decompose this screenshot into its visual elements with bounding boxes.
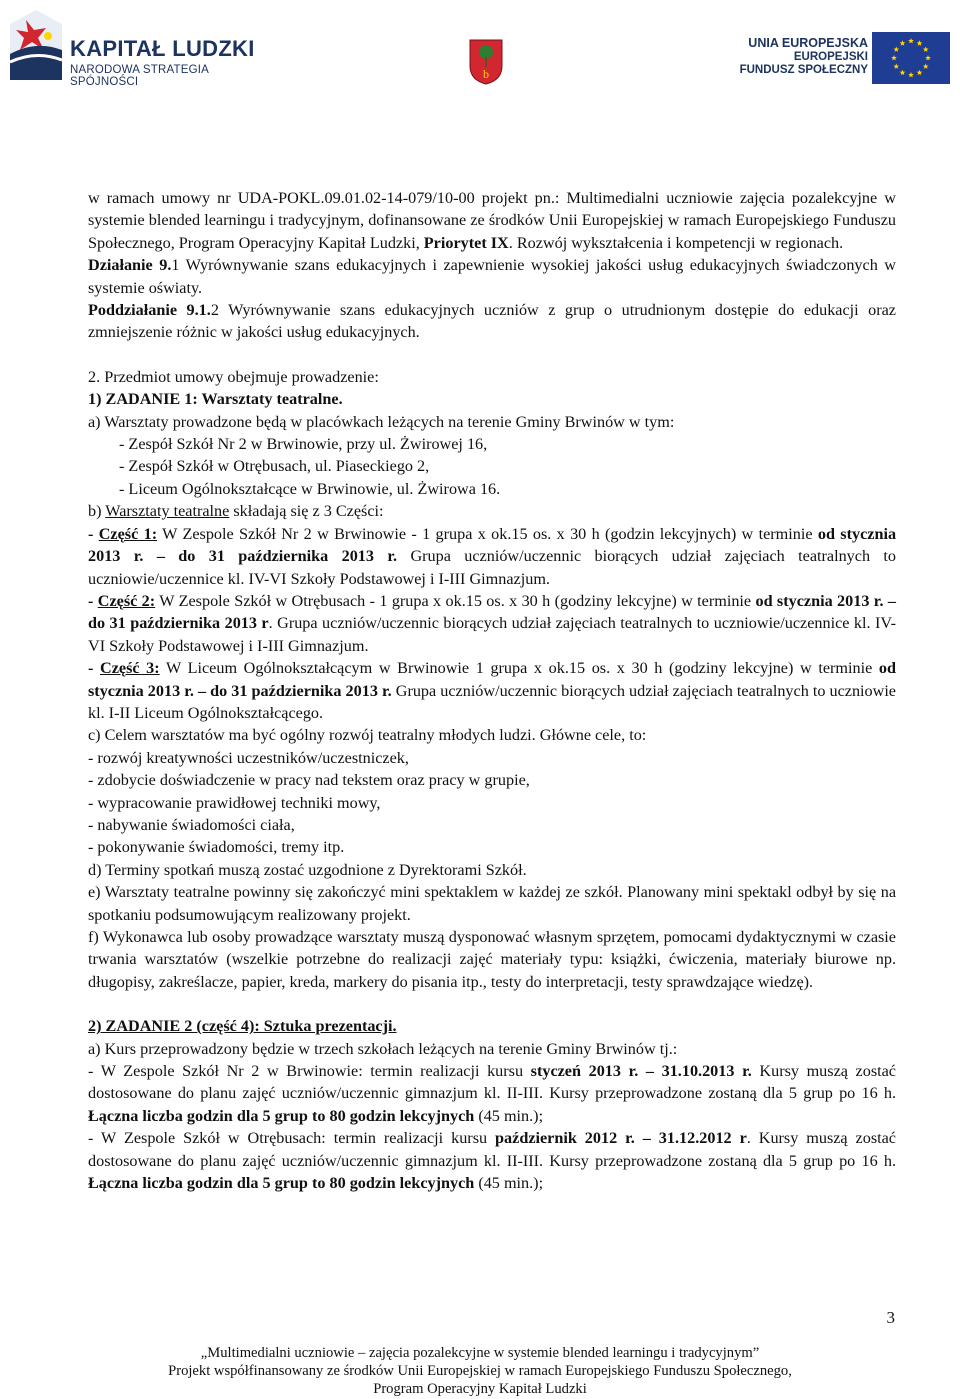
page-number: 3 <box>886 1308 895 1327</box>
point-b-underlined: Warsztaty teatralne <box>105 502 230 521</box>
svg-text:b: b <box>483 67 489 81</box>
zadanie-1-point-d: d) Terminy spotkań muszą zostać uzgodnione z Dyrektorami Szkół. <box>88 860 527 879</box>
czesc-1-text: W Zespole Szkół Nr 2 w Brwinowie - 1 grupa x ok.15 os. x 30 h (godzin lekcyjnych) w terminie <box>157 524 818 543</box>
poddzialanie-text: 2 Wyrównywanie szans edukacyjnych uczniów z grup o utrudnionym dostępie do edukacji oraz zmniejszenie różnic w jakości usług edukacyjnych. <box>88 301 896 342</box>
szkola-2-text: - W Zespole Szkół w Otrębusach: termin realizacji kursu <box>88 1129 496 1148</box>
goal-list-item: - wypracowanie prawidłowej techniki mowy, <box>88 793 381 812</box>
brwinow-coat-of-arms-icon <box>468 38 504 86</box>
goal-list-item: - rozwój kreatywności uczestników/uczestniczek, <box>88 748 409 767</box>
czesc-3-text: W Liceum Ogólnokształcącym w Brwinowie 1 grupa x ok.15 os. x 30 h (godziny lekcyjne) w terminie <box>159 659 879 678</box>
czesc-1-group: Grupa uczniów/uczennic biorących udział zajęciach teatralnych to uczniowie/uczennice kl. IV-VI Szkoły Podstawowej i I-III Gimnazjum. <box>88 547 896 588</box>
czesc-1-paragraph <box>88 523 896 590</box>
czesc-1-dates: od stycznia 2013 r. – do 31 października 2013 r. <box>88 524 897 566</box>
point-b-rest: składają się z 3 Części: <box>229 502 384 521</box>
kapital-ludzki-title: KAPITAŁ LUDZKI <box>70 36 255 61</box>
document-body <box>88 187 896 1194</box>
szkola-1-tail: (45 min.); <box>474 1106 544 1125</box>
czesc-2-text: W Zespole Szkół w Otrębusach - 1 grupa x ok.15 os. x 30 h (godziny lekcyjne) w terminie <box>155 591 756 610</box>
kapital-ludzki-logo <box>8 10 268 88</box>
dzialanie-text: 1 Wyrównywanie szans edukacyjnych i zapewnienie wysokiej jakości usług edukacyjnych świadczonych w systemie oświaty. <box>88 256 896 297</box>
czesc-3-label: Część 3: <box>100 659 160 678</box>
szkola-1-details: Kursy muszą zostać dostosowane do planu zajęć uczniów/uczennic gimnazjum kl. II-III. Kursy przeprowadzone zostaną dla 5 grup po 16 h. <box>88 1062 896 1103</box>
kapital-ludzki-subtitle: NARODOWA STRATEGIA SPÓJNOŚCI <box>70 64 209 88</box>
page-footer <box>0 1344 960 1398</box>
czesc-2-dates: od stycznia 2013 r. – do 31 października 2013 r <box>88 591 897 633</box>
czesc-3-dash: - <box>88 659 101 678</box>
page-header <box>0 0 960 100</box>
zadanie-1-heading <box>88 388 896 410</box>
czesc-2-dash: - <box>88 591 98 610</box>
point-b-prefix: b) <box>88 502 106 521</box>
goal-list-item: - nabywanie świadomości ciała, <box>88 815 295 834</box>
goal-list-item: - zdobycie doświadczenie w pracy nad tekstem oraz pracy w grupie, <box>88 771 530 790</box>
zadanie-2-heading <box>88 1015 896 1037</box>
eu-line-2: EUROPEJSKI <box>793 51 868 63</box>
zadanie-1-point-c: c) Celem warsztatów ma być ogólny rozwój teatralny młodych ludzi. Główne cele, to: <box>88 726 647 745</box>
czesc-1-dash: - <box>88 524 99 543</box>
szkola-1-text: - W Zespole Szkół Nr 2 w Brwinowie: termin realizacji kursu <box>88 1062 531 1081</box>
zadanie-2-title: 2) ZADANIE 2 (część 4): Sztuka prezentacji. <box>88 1017 397 1036</box>
szkola-1-paragraph <box>88 1060 896 1127</box>
kapital-ludzki-emblem-icon <box>8 10 64 82</box>
school-list-item: - Zespół Szkół w Otrębusach, ul. Piaseckiego 2, <box>119 457 430 476</box>
poddzialanie-label: Poddziałanie 9.1. <box>88 301 211 320</box>
eu-line-1: UNIA EUROPEJSKA <box>748 36 868 50</box>
zadanie-1-point-f: f) Wykonawca lub osoby prowadzące warsztaty muszą dysponować własnym sprzętem, pomocami dydaktycznymi w czasie trwania warsztatów (wszelkie potrzebne do realizacji zajęć materiały typu: książki, ćwiczenia, materiały biurowe np. długopisy, zakreślacze, papier, kreda, markery do pisania itp., testy do interpretacji, testy sprawdzające wiedzę). <box>88 928 896 991</box>
czesc-2-paragraph <box>88 590 896 657</box>
poddzialanie-paragraph <box>88 299 896 344</box>
footer-line-2: Projekt współfinansowany ze środków Unii Europejskiej w ramach Europejskiego Funduszu Społecznego, <box>168 1363 792 1379</box>
footer-line-1: „Multimedialni uczniowie – zajęcia pozalekcyjne w systemie blended learningu i tradycyjnym” <box>200 1345 760 1361</box>
footer-line-3: Program Operacyjny Kapitał Ludzki <box>373 1381 587 1397</box>
zadanie-1-point-e: e) Warsztaty teatralne powinny się zakończyć mini spektaklem w każdej ze szkół. Planowany mini spektakl odbył by się na spotkaniu podsumowującym realizowany projekt. <box>88 883 896 924</box>
szkola-1-hours: Łączna liczba godzin dla 5 grup to 80 godzin lekcyjnych <box>88 1106 475 1125</box>
czesc-1-label: Część 1: <box>98 524 158 543</box>
czesc-2-label: Część 2: <box>97 591 156 610</box>
priorytet-text: . Rozwój wykształcenia i kompetencji w regionach. <box>508 233 844 252</box>
czesc-3-dates: od stycznia 2013 r. – do 31 października 2013 r. <box>88 659 896 700</box>
zadanie-1-point-b <box>88 500 896 522</box>
school-list-item: - Zespół Szkół Nr 2 w Brwinowie, przy ul. Żwirowej 16, <box>119 435 488 454</box>
intro-paragraph <box>88 187 896 254</box>
priorytet-label: Priorytet IX <box>423 233 509 252</box>
szkola-2-dates: październik 2012 r. – 31.12.2012 r <box>495 1129 747 1148</box>
zadanie-1-title: 1) ZADANIE 1: Warsztaty teatralne. <box>88 390 343 409</box>
zadanie-2-point-a: a) Kurs przeprowadzony będzie w trzech szkołach leżących na terenie Gminy Brwinów tj.: <box>88 1039 678 1058</box>
dzialanie-label: Działanie 9. <box>88 256 172 275</box>
szkola-2-paragraph <box>88 1127 896 1194</box>
szkola-2-tail: (45 min.); <box>474 1174 544 1193</box>
zadanie-1-point-a: a) Warsztaty prowadzone będą w placówkach leżących na terenie Gminy Brwinów w tym: <box>88 412 675 431</box>
goal-list-item: - pokonywanie świadomości, tremy itp. <box>88 838 345 857</box>
dzialanie-paragraph <box>88 254 896 299</box>
szkola-1-dates: styczeń 2013 r. – 31.10.2013 r. <box>530 1062 752 1081</box>
school-list-item: - Liceum Ogólnokształcące w Brwinowie, ul. Żwirowa 16. <box>119 479 501 498</box>
czesc-3-group: Grupa uczniów/uczennic biorących udział zajęciach teatralnych to uczniowie kl. I-II Liceum Ogólnokształcącego. <box>88 681 896 722</box>
czesc-3-paragraph <box>88 657 896 724</box>
eu-line-3: FUNDUSZ SPOŁECZNY <box>739 64 868 76</box>
czesc-2-group: . Grupa uczniów/uczennic biorących udział zajęciach teatralnych to uczniowie/uczennice kl. IV-VI Szkoły Podstawowej i I-III Gimnazjum. <box>88 614 896 655</box>
szkola-2-hours: Łączna liczba godzin dla 5 grup to 80 godzin lekcyjnych <box>88 1174 475 1193</box>
szkola-2-details: . Kursy muszą zostać dostosowane do planu zajęć uczniów/uczennic gimnazjum kl. II-III. Kursy przeprowadzone zostaną dla 5 grup po 16 h. <box>88 1129 896 1170</box>
intro-text: w ramach umowy nr UDA-POKL.09.01.02-14-079/10-00 projekt pn.: Multimedialni uczniowie zajęcia pozalekcyjne w systemie blended learningu i tradycyjnym, dofinansowane ze środków Unii Europejskiej w ramach Europejskiego Funduszu Społecznego, Program Operacyjny Kapitał Ludzki, <box>88 189 896 252</box>
eu-logo-text <box>740 36 868 76</box>
przedmiot-umowy: 2. Przedmiot umowy obejmuje prowadzenie: <box>88 367 379 386</box>
eu-flag-icon <box>872 32 950 84</box>
